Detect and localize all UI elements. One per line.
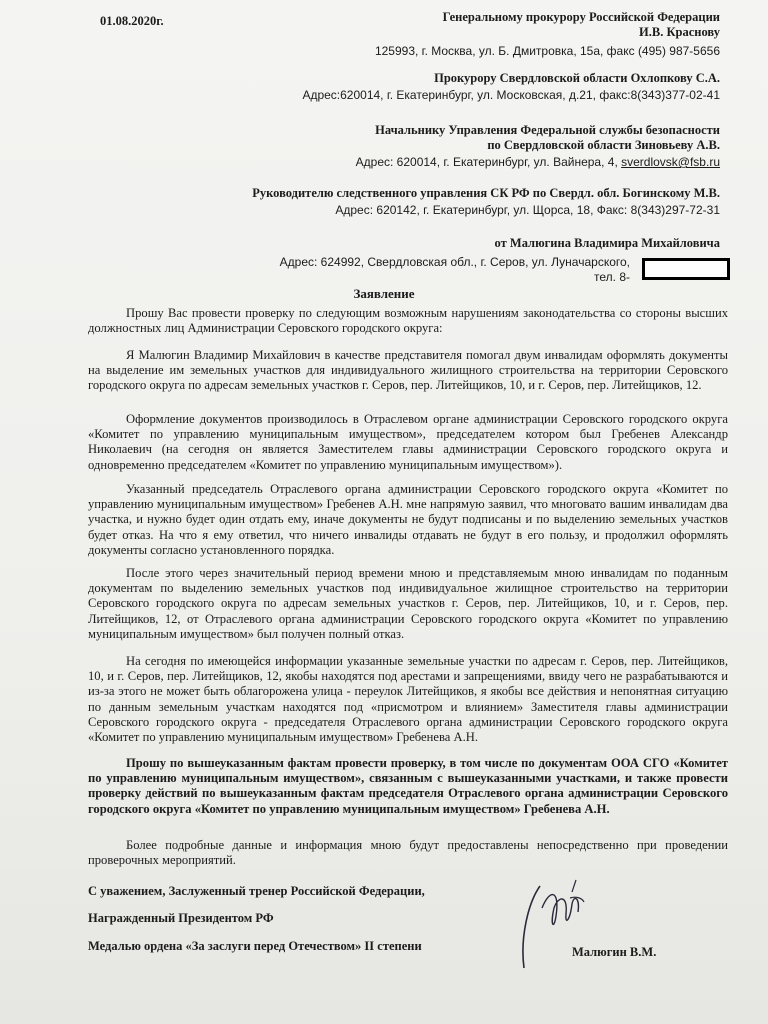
paragraph-1 <box>88 348 728 394</box>
sender-address: Адрес: 624992, Свердловская обл., г. Серов, ул. Луначарского, <box>279 255 630 269</box>
recipient-name: Генеральному прокурору Российской Федерации <box>442 10 720 24</box>
paragraph-text: На сегодня по имеющейся информации указанные земельные участки по адресам г. Серов, пер. Литейщиков, 10, и г. Серов, пер. Литейщиков, 12, якобы находятся под арестами и запрещениями, ввиду чего не разрабатываются и из-за этого не может быть облагорожена улица - переулок Литейщиков, я якобы все действия и непонятная ситуацию по данным земельным участкам находятся под «присмотром и влиянием» Заместителя главы администрации Серовского городского округа - председателя Отраслевого органа администрации Серовского городского округа «Комитет по управлению муниципальным имуществом» Гребенева А.Н. <box>88 654 728 745</box>
recipient-name: Руководителю следственного управления СК РФ по Свердл. обл. Богинскому М.В. <box>252 186 720 200</box>
paragraph-4 <box>88 566 728 642</box>
recipient-fsb <box>356 123 720 170</box>
recipient-investigative-committee <box>252 186 720 218</box>
paragraph-3 <box>88 482 728 558</box>
recipient-address: Адрес: 620142, г. Екатеринбург, ул. Щорса, 18, Факс: 8(343)297-72-31 <box>335 203 720 217</box>
signature-name: Малюгин В.М. <box>572 945 657 959</box>
paragraph-text: Более подробные данные и информация мною будут предоставлены непосредственно при проведении проверочных мероприятий. <box>88 838 728 868</box>
paragraph-request <box>88 756 728 817</box>
paragraph-5 <box>88 654 728 745</box>
email-link[interactable]: sverdlovsk@fsb.ru <box>621 155 720 169</box>
sender-phone: тел. 8- <box>594 270 630 284</box>
paragraph-text: Прошу по вышеуказанным фактам провести проверку, в том числе по документам ООА СГО «Комитет по управлению муниципальным имуществом», связанным с вышеуказанными участками, и также провести проверку действий по вышеуказанным фактам председателя Отраслевого органа администрации Серовского городского округа «Комитет по управлению муниципальным имуществом» Гребенева А.Н. <box>88 756 728 816</box>
paragraph-text: Указанный председатель Отраслевого органа администрации Серовского городского округа «Комитет по управлению муниципальным имуществом» Гребенев А.Н. мне напрямую заявил, что многовато вашим инвалидам два участка, и нужно будет один отдать ему, иначе документы не будут подписаны и по выделению земельных участков будет отказ. На что я ему ответил, что ничего инвалиды отдавать не будут в его пользу, и продолжил оформлять документы согласно установленного порядка. <box>88 482 728 557</box>
letter-date: 01.08.2020г. <box>100 14 164 28</box>
closing-line-3: Медалью ордена «За заслуги перед Отечеством» II степени <box>88 939 422 953</box>
redaction-box <box>642 258 730 280</box>
recipient-name-line2: И.В. Краснову <box>639 25 720 39</box>
sender-name: от Малюгина Владимира Михайловича <box>494 236 720 250</box>
recipient-address-text: Адрес: 620014, г. Екатеринбург, ул. Вайнера, 4, <box>355 155 622 169</box>
paragraph-intro <box>88 306 728 336</box>
recipient-address: Адрес:620014, г. Екатеринбург, ул. Московская, д.21, факс:8(343)377-02-41 <box>302 88 720 102</box>
document-title: Заявление <box>353 286 415 301</box>
recipient-name: Начальнику Управления Федеральной службы безопасности <box>375 123 720 137</box>
paragraph-text: Оформление документов производилось в Отраслевом органе администрации Серовского городского округа «Комитет по управлению муниципальным имуществом», председателем котором был Гребенев Александр Николаевич (на сегодня он является Заместителем главы администрации Серовского городского округа и одновременно председателем «Комитет по управлению муниципальным имуществом»). <box>88 412 728 472</box>
handwritten-signature <box>510 868 620 978</box>
recipient-address: 125993, г. Москва, ул. Б. Дмитровка, 15а, факс (495) 987-5656 <box>374 44 720 58</box>
recipient-name-line2: по Свердловской области Зиновьеву А.В. <box>487 138 720 152</box>
paragraph-closing-note <box>88 838 728 868</box>
recipient-regional-prosecutor <box>302 71 720 103</box>
closing-line-1: С уважением, Заслуженный тренер Российской Федерации, <box>88 884 425 898</box>
paragraph-text: После этого через значительный период времени мною и представляемым мною инвалидам по поданным документам по выделению земельных участков под индивидуальное жилищное строительство на территории Серовского городского округа по адресам земельных участков г. Серов, пер. Литейщиков, 10, и г. Серов, пер. Литейщиков, 12, от Отраслевого органа администрации Серовского городского округа «Комитет по управлению муниципальным имуществом» был получен полный отказ. <box>88 566 728 641</box>
paragraph-2 <box>88 412 728 473</box>
recipient-address <box>356 155 720 170</box>
closing-line-2: Награжденный Президентом РФ <box>88 911 274 925</box>
recipient-name: Прокурору Свердловской области Охлопкову С.А. <box>434 71 720 85</box>
recipient-prosecutor-general <box>375 10 720 59</box>
paragraph-text: Я Малюгин Владимир Михайлович в качестве представителя помогал двум инвалидам оформлять документы на выделение им земельных участков для индивидуального жилищного строительства на территории Серовского городского округа по адресам земельных участков г. Серов, пер. Литейщиков, 10, и г. Серов, пер. Литейщиков, 12. <box>88 348 728 393</box>
paragraph-text: Прошу Вас провести проверку по следующим возможным нарушениям законодательства со стороны высших должностных лиц Администрации Серовского городского округа: <box>88 306 728 336</box>
